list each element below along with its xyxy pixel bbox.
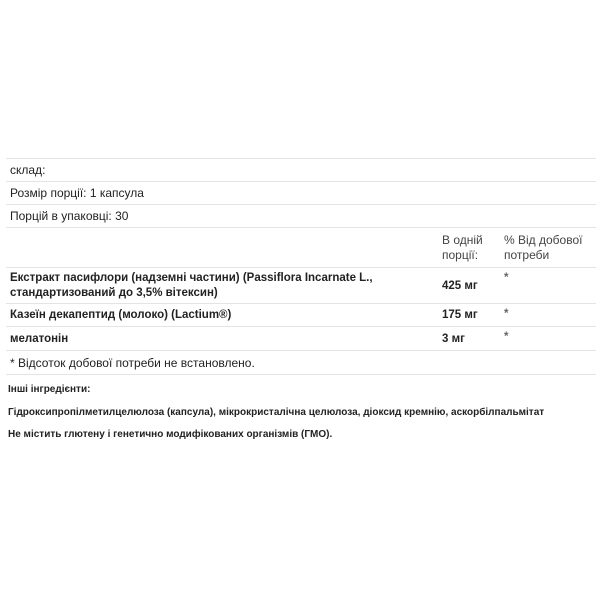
other-ingredients-label: Інші інгредієнти: (8, 384, 91, 395)
serving-size: Розмір порції: 1 капсула (10, 186, 144, 200)
footnote: * Відсоток добової потреби не встановлено. (10, 355, 255, 370)
ingredient-name: Казеїн декапептид (молоко) (Lactium®) (10, 309, 232, 321)
composition-label: склад: (10, 163, 46, 177)
table-header (6, 228, 596, 268)
ingredient-amount: 175 мг (442, 309, 478, 321)
table-row (6, 327, 596, 351)
composition-row (6, 159, 596, 182)
daily-value-header: % Від добової потреби (504, 232, 583, 262)
ingredient-dv: * (504, 308, 509, 320)
ingredient-dv: * (504, 331, 509, 343)
servings-per-container: Порцій в упаковці: 30 (10, 209, 129, 223)
table-row (6, 304, 596, 327)
gmo-note: Не містить глютену і генетично модифікованих організмів (ГМО). (8, 429, 333, 440)
amount-header: В одній порції: (442, 232, 483, 262)
ingredient-amount: 425 мг (442, 279, 478, 292)
ingredient-amount: 3 мг (442, 332, 465, 345)
serving-size-row (6, 182, 596, 205)
other-ingredients: Гідроксипропілметилцелюлоза (капсула), мікрокристалічна целюлоза, діоксид кремнію, аскорбілпальмітат (8, 407, 545, 418)
table-row (6, 268, 596, 304)
ingredient-name: Екстракт пасифлори (надземні частини) (Passiflora Incarnate L., стандартизований до 3,5% вітексин) (10, 271, 373, 299)
supplement-facts-table (6, 158, 596, 375)
footnote-row (6, 351, 596, 375)
ingredient-name: мелатонін (10, 332, 69, 345)
servings-per-container-row (6, 205, 596, 228)
ingredient-dv: * (504, 272, 509, 284)
